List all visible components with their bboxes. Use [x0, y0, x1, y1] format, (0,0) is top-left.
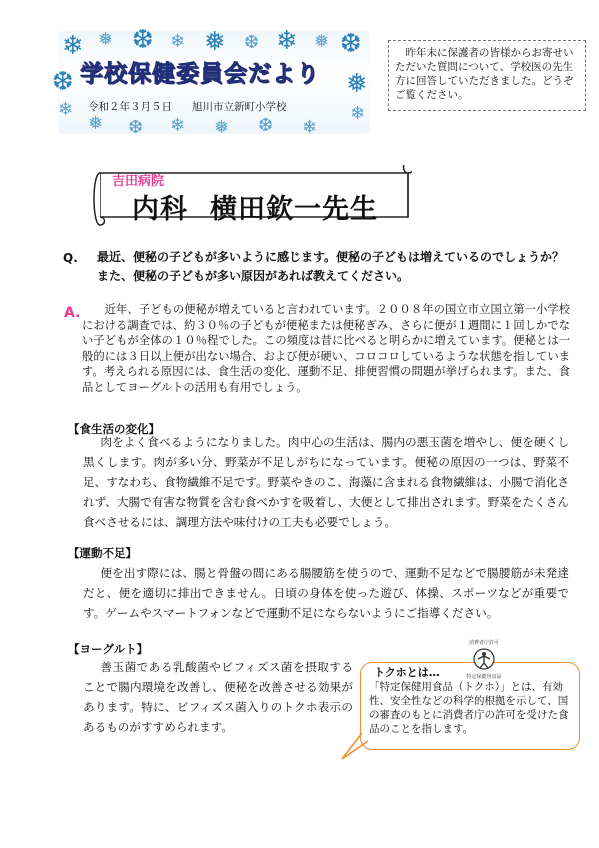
department: 内科 — [132, 194, 188, 225]
question-mark: Q. — [63, 251, 78, 265]
snowflake-icon: ❅ — [204, 27, 226, 57]
newsletter-title: 学校保健委員会だより — [80, 61, 320, 87]
snowflake-icon: ❄ — [58, 99, 74, 120]
tokuho-logo-icon — [462, 637, 506, 681]
doctor-name: 横田欽一先生 — [210, 194, 378, 225]
snowflake-icon: ❆ — [244, 32, 260, 53]
snowflake-icon: ❄ — [170, 31, 186, 52]
snowflake-icon: ❆ — [258, 115, 274, 136]
snowflake-icon: ❅ — [346, 69, 368, 99]
section-heading-exercise: 【運動不足】 — [68, 546, 137, 560]
issue-date: 令和２年３月５日 — [88, 101, 172, 113]
school-name: 旭川市立新町小学校 — [192, 101, 287, 113]
snowflake-icon: ❆ — [340, 29, 362, 59]
snowflake-icon: ❄ — [350, 103, 366, 124]
snowflake-icon: ❅ — [214, 117, 230, 138]
snowflake-icon: ❄ — [302, 117, 318, 138]
intro-box: 昨年末に保護者の皆様からお寄せいただいた質問について、学校医の先生方に回答していただきました。どうぞご覧ください。 — [388, 40, 586, 111]
question-text: 最近、便秘の子どもが多いように感じます。便秘の子どもは増えているのでしょうか？また、便秘の子どもが多い原因があれば教えてください。 — [97, 250, 565, 283]
doctor-heading — [132, 187, 378, 226]
section-heading-yogurt: 【ヨーグルト】 — [68, 642, 149, 656]
section-body-exercise: 便を出す際には、腸と骨盤の間にある腸腰筋を使うので、運動不足などで腸腰筋が未発達だと、便を適切に排出できません。日頃の身体を使った遊び、体操、スポーツなどが重要です。ゲームやスマートフォンなどで運動不足にならないようにご指導ください。 — [83, 566, 569, 620]
logo-bottom-text: 特定保健用食品 — [466, 674, 502, 680]
snowflake-icon: ❆ — [52, 67, 74, 97]
section-body-diet: 肉をよく食べるようになりました。肉中心の生活は、腸内の悪玉菌を増やし、便を硬くし黒くします。肉が多い分、野菜が不足しがちになっています。便秘の原因の一つは、野菜不足、すなわち、食物繊維不足です。野菜やきのこ、海藻に含まれる食物繊維は、小腸で消化されず、大腸で有害な物質を含む食べかすを吸着し、大便として排出されます。野菜をたくさん食べさせるには、調理方法や味付けの工夫も必要でしょう。 — [83, 435, 570, 529]
snowflake-icon: ❄ — [62, 31, 84, 61]
snowflake-icon: ❆ — [128, 117, 144, 138]
snowflake-icon: ❅ — [314, 31, 330, 52]
snowflake-icon: ❄ — [170, 115, 186, 136]
answer-mark: A. — [64, 305, 81, 321]
dateline — [88, 99, 287, 114]
answer-text: 近年、子どもの便秘が増えていると言われています。２００８年の国立市立国立第一小学校における調査では、約３０％の子どもが便秘または便秘ぎみ、さらに便が１週間に１回しかでない子どもが全体の１０％程でした。この頻度は昔に比べると明らかに増えています。便秘とは一般的には３日以上便が出ない場合、および便が硬い、コロコロしているような状態を指しています。考えられる原因には、食生活の変化、運動不足、排便習慣の問題が挙げられます。また、食品としてヨーグルトの活用も有用でしょう。 — [82, 303, 570, 394]
hospital-name: 吉田病院 — [112, 174, 165, 189]
snowflake-icon: ❄ — [276, 26, 298, 56]
section-heading-diet: 【食生活の変化】 — [68, 422, 160, 436]
snowflake-icon: ❅ — [98, 29, 114, 50]
snowflake-icon: ❆ — [132, 25, 154, 55]
tokuho-body: 「特定保健用食品（トクホ）」とは、有効性、安全性などの科学的根拠を示して、国の審査のもとに消費者庁の許可を受けた食品のことを指します。 — [369, 681, 569, 735]
logo-top-text: 消費者庁許可 — [468, 640, 500, 646]
snowflake-icon: ❅ — [88, 113, 104, 134]
tokuho-title: トクホとは… — [374, 666, 440, 679]
section-body-yogurt: 善玉菌である乳酸菌やビフィズス菌を摂取することで腸内環境を改善し、便秘を改善させる効果があります。特に、ビフィズス菌入りのトクホ表示のあるものがすすめられます。 — [83, 660, 353, 734]
